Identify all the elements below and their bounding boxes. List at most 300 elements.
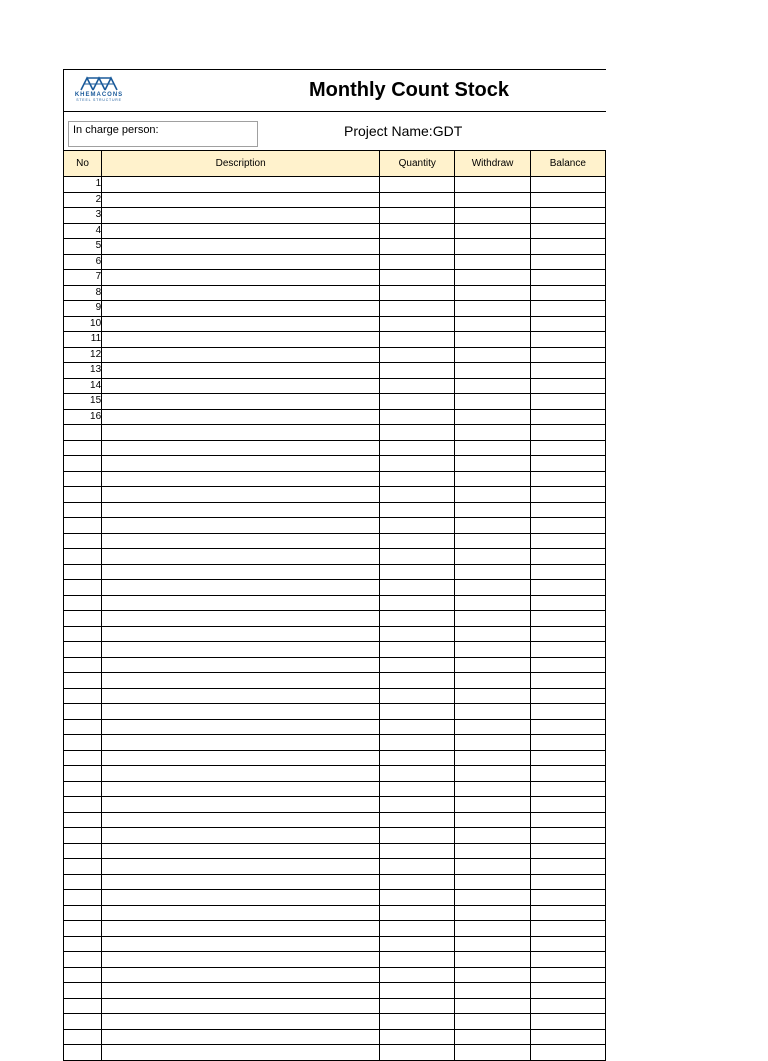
- cell-withdraw[interactable]: [455, 983, 530, 999]
- cell-no: [64, 456, 102, 472]
- cell-balance[interactable]: [530, 223, 605, 239]
- cell-withdraw[interactable]: [455, 626, 530, 642]
- table-row: [64, 704, 606, 720]
- cell-balance[interactable]: [530, 518, 605, 534]
- table-row: [64, 719, 606, 735]
- table-row: [64, 828, 606, 844]
- cell-description[interactable]: [102, 936, 380, 952]
- cell-quantity[interactable]: [380, 1014, 455, 1030]
- cell-no: [64, 425, 102, 441]
- cell-quantity[interactable]: [380, 409, 455, 425]
- cell-balance[interactable]: [530, 595, 605, 611]
- table-row: [64, 874, 606, 890]
- cell-withdraw[interactable]: [455, 425, 530, 441]
- cell-description[interactable]: [102, 781, 380, 797]
- cell-balance[interactable]: [530, 750, 605, 766]
- cell-description[interactable]: [102, 750, 380, 766]
- cell-quantity[interactable]: [380, 704, 455, 720]
- cell-quantity[interactable]: [380, 626, 455, 642]
- cell-description[interactable]: [102, 378, 380, 394]
- cell-withdraw[interactable]: [455, 797, 530, 813]
- cell-balance[interactable]: [530, 363, 605, 379]
- cell-description[interactable]: [102, 642, 380, 658]
- sheet-info-row: [63, 112, 606, 150]
- cell-description[interactable]: [102, 440, 380, 456]
- cell-withdraw[interactable]: [455, 316, 530, 332]
- cell-quantity[interactable]: [380, 1029, 455, 1045]
- cell-balance[interactable]: [530, 998, 605, 1014]
- cell-withdraw[interactable]: [455, 580, 530, 596]
- cell-balance[interactable]: [530, 719, 605, 735]
- cell-quantity[interactable]: [380, 208, 455, 224]
- table-row: [64, 781, 606, 797]
- cell-quantity[interactable]: [380, 874, 455, 890]
- cell-balance[interactable]: [530, 1045, 605, 1061]
- cell-description[interactable]: [102, 394, 380, 410]
- cell-balance[interactable]: [530, 456, 605, 472]
- cell-no: [64, 440, 102, 456]
- cell-no: [64, 750, 102, 766]
- cell-balance[interactable]: [530, 642, 605, 658]
- table-row: [64, 673, 606, 689]
- cell-withdraw[interactable]: [455, 533, 530, 549]
- cell-balance[interactable]: [530, 192, 605, 208]
- cell-withdraw[interactable]: [455, 378, 530, 394]
- cell-no: [64, 673, 102, 689]
- cell-withdraw[interactable]: [455, 719, 530, 735]
- cell-balance[interactable]: [530, 347, 605, 363]
- cell-quantity[interactable]: [380, 363, 455, 379]
- cell-withdraw[interactable]: [455, 657, 530, 673]
- cell-withdraw[interactable]: [455, 1014, 530, 1030]
- cell-description[interactable]: [102, 735, 380, 751]
- cell-balance[interactable]: [530, 549, 605, 565]
- cell-description[interactable]: [102, 967, 380, 983]
- table-row: [64, 688, 606, 704]
- cell-balance[interactable]: [530, 239, 605, 255]
- in-charge-person-field[interactable]: In charge person:: [68, 121, 258, 147]
- cell-description[interactable]: [102, 363, 380, 379]
- cell-description[interactable]: [102, 890, 380, 906]
- cell-balance[interactable]: [530, 502, 605, 518]
- cell-balance[interactable]: [530, 564, 605, 580]
- cell-withdraw[interactable]: [455, 549, 530, 565]
- cell-description[interactable]: [102, 657, 380, 673]
- cell-withdraw[interactable]: [455, 208, 530, 224]
- cell-quantity[interactable]: [380, 270, 455, 286]
- cell-no: [64, 812, 102, 828]
- cell-withdraw[interactable]: [455, 611, 530, 627]
- table-row: [64, 363, 606, 379]
- cell-withdraw[interactable]: [455, 595, 530, 611]
- cell-withdraw[interactable]: [455, 192, 530, 208]
- cell-no: [64, 1029, 102, 1045]
- table-row: [64, 890, 606, 906]
- cell-balance[interactable]: [530, 1014, 605, 1030]
- cell-withdraw[interactable]: [455, 967, 530, 983]
- cell-quantity[interactable]: [380, 347, 455, 363]
- table-row: [64, 735, 606, 751]
- cell-balance[interactable]: [530, 580, 605, 596]
- table-row: [64, 378, 606, 394]
- column-header-balance: Balance: [530, 151, 605, 177]
- cell-balance[interactable]: [530, 983, 605, 999]
- cell-description[interactable]: [102, 704, 380, 720]
- cell-description[interactable]: [102, 843, 380, 859]
- cell-quantity[interactable]: [380, 177, 455, 193]
- cell-withdraw[interactable]: [455, 564, 530, 580]
- cell-no: [64, 719, 102, 735]
- cell-quantity[interactable]: [380, 192, 455, 208]
- table-row: [64, 750, 606, 766]
- cell-withdraw[interactable]: [455, 750, 530, 766]
- cell-withdraw[interactable]: [455, 704, 530, 720]
- cell-no: 16: [64, 409, 102, 425]
- cell-quantity[interactable]: [380, 533, 455, 549]
- table-row: [64, 192, 606, 208]
- cell-quantity[interactable]: [380, 332, 455, 348]
- cell-balance[interactable]: [530, 394, 605, 410]
- cell-quantity[interactable]: [380, 921, 455, 937]
- cell-withdraw[interactable]: [455, 223, 530, 239]
- cell-no: [64, 704, 102, 720]
- cell-description[interactable]: [102, 859, 380, 875]
- column-header-withdraw: Withdraw: [455, 151, 530, 177]
- table-row: [64, 316, 606, 332]
- cell-withdraw[interactable]: [455, 688, 530, 704]
- cell-balance[interactable]: [530, 781, 605, 797]
- table-row: [64, 549, 606, 565]
- column-header-quantity: Quantity: [380, 151, 455, 177]
- table-row: [64, 440, 606, 456]
- cell-withdraw[interactable]: [455, 487, 530, 503]
- table-row: [64, 394, 606, 410]
- cell-description[interactable]: [102, 812, 380, 828]
- cell-withdraw[interactable]: [455, 347, 530, 363]
- cell-description[interactable]: [102, 797, 380, 813]
- cell-withdraw[interactable]: [455, 1045, 530, 1061]
- cell-quantity[interactable]: [380, 688, 455, 704]
- cell-description[interactable]: [102, 998, 380, 1014]
- cell-description[interactable]: [102, 270, 380, 286]
- cell-quantity[interactable]: [380, 611, 455, 627]
- cell-no: 11: [64, 332, 102, 348]
- cell-withdraw[interactable]: [455, 394, 530, 410]
- cell-withdraw[interactable]: [455, 843, 530, 859]
- cell-withdraw[interactable]: [455, 332, 530, 348]
- cell-description[interactable]: [102, 456, 380, 472]
- cell-description[interactable]: [102, 549, 380, 565]
- cell-balance[interactable]: [530, 177, 605, 193]
- cell-quantity[interactable]: [380, 425, 455, 441]
- cell-description[interactable]: [102, 828, 380, 844]
- cell-withdraw[interactable]: [455, 905, 530, 921]
- cell-description[interactable]: [102, 177, 380, 193]
- cell-description[interactable]: [102, 487, 380, 503]
- cell-description[interactable]: [102, 409, 380, 425]
- cell-quantity[interactable]: [380, 471, 455, 487]
- cell-no: [64, 1045, 102, 1061]
- cell-description[interactable]: [102, 192, 380, 208]
- table-row: [64, 518, 606, 534]
- cell-description[interactable]: [102, 626, 380, 642]
- cell-withdraw[interactable]: [455, 828, 530, 844]
- cell-balance[interactable]: [530, 611, 605, 627]
- table-row: [64, 657, 606, 673]
- truss-logo-icon: [71, 75, 127, 91]
- cell-quantity[interactable]: [380, 440, 455, 456]
- table-row: [64, 766, 606, 782]
- cell-description[interactable]: [102, 1045, 380, 1061]
- cell-withdraw[interactable]: [455, 270, 530, 286]
- cell-balance[interactable]: [530, 316, 605, 332]
- cell-quantity[interactable]: [380, 316, 455, 332]
- cell-quantity[interactable]: [380, 673, 455, 689]
- cell-description[interactable]: [102, 921, 380, 937]
- cell-description[interactable]: [102, 766, 380, 782]
- cell-balance[interactable]: [530, 890, 605, 906]
- cell-withdraw[interactable]: [455, 890, 530, 906]
- cell-balance[interactable]: [530, 409, 605, 425]
- cell-withdraw[interactable]: [455, 254, 530, 270]
- cell-balance[interactable]: [530, 843, 605, 859]
- cell-quantity[interactable]: [380, 223, 455, 239]
- cell-balance[interactable]: [530, 735, 605, 751]
- cell-quantity[interactable]: [380, 518, 455, 534]
- cell-balance[interactable]: [530, 657, 605, 673]
- cell-balance[interactable]: [530, 874, 605, 890]
- table-row: [64, 642, 606, 658]
- table-row: [64, 239, 606, 255]
- cell-description[interactable]: [102, 719, 380, 735]
- cell-quantity[interactable]: [380, 750, 455, 766]
- table-row: [64, 1045, 606, 1061]
- cell-quantity[interactable]: [380, 828, 455, 844]
- cell-withdraw[interactable]: [455, 239, 530, 255]
- cell-no: [64, 549, 102, 565]
- cell-balance[interactable]: [530, 208, 605, 224]
- cell-quantity[interactable]: [380, 812, 455, 828]
- cell-quantity[interactable]: [380, 549, 455, 565]
- cell-withdraw[interactable]: [455, 1029, 530, 1045]
- cell-balance[interactable]: [530, 797, 605, 813]
- cell-balance[interactable]: [530, 425, 605, 441]
- cell-quantity[interactable]: [380, 580, 455, 596]
- cell-withdraw[interactable]: [455, 952, 530, 968]
- cell-balance[interactable]: [530, 859, 605, 875]
- cell-quantity[interactable]: [380, 843, 455, 859]
- cell-balance[interactable]: [530, 1029, 605, 1045]
- table-row: [64, 177, 606, 193]
- cell-withdraw[interactable]: [455, 409, 530, 425]
- cell-withdraw[interactable]: [455, 177, 530, 193]
- cell-withdraw[interactable]: [455, 456, 530, 472]
- cell-description[interactable]: [102, 518, 380, 534]
- cell-no: 2: [64, 192, 102, 208]
- cell-description[interactable]: [102, 874, 380, 890]
- cell-balance[interactable]: [530, 766, 605, 782]
- cell-balance[interactable]: [530, 812, 605, 828]
- table-row: [64, 843, 606, 859]
- cell-quantity[interactable]: [380, 890, 455, 906]
- cell-balance[interactable]: [530, 285, 605, 301]
- cell-quantity[interactable]: [380, 983, 455, 999]
- cell-quantity[interactable]: [380, 642, 455, 658]
- cell-withdraw[interactable]: [455, 301, 530, 317]
- cell-no: 3: [64, 208, 102, 224]
- cell-quantity[interactable]: [380, 239, 455, 255]
- cell-balance[interactable]: [530, 704, 605, 720]
- cell-balance[interactable]: [530, 626, 605, 642]
- cell-description[interactable]: [102, 983, 380, 999]
- cell-balance[interactable]: [530, 254, 605, 270]
- cell-no: [64, 1014, 102, 1030]
- cell-quantity[interactable]: [380, 781, 455, 797]
- cell-description[interactable]: [102, 905, 380, 921]
- cell-description[interactable]: [102, 611, 380, 627]
- cell-no: [64, 905, 102, 921]
- cell-quantity[interactable]: [380, 487, 455, 503]
- cell-description[interactable]: [102, 332, 380, 348]
- cell-quantity[interactable]: [380, 1045, 455, 1061]
- cell-balance[interactable]: [530, 828, 605, 844]
- cell-quantity[interactable]: [380, 859, 455, 875]
- cell-quantity[interactable]: [380, 502, 455, 518]
- cell-description[interactable]: [102, 502, 380, 518]
- cell-withdraw[interactable]: [455, 781, 530, 797]
- cell-description[interactable]: [102, 580, 380, 596]
- cell-balance[interactable]: [530, 487, 605, 503]
- cell-balance[interactable]: [530, 967, 605, 983]
- cell-description[interactable]: [102, 688, 380, 704]
- cell-withdraw[interactable]: [455, 859, 530, 875]
- cell-description[interactable]: [102, 1014, 380, 1030]
- cell-balance[interactable]: [530, 905, 605, 921]
- cell-withdraw[interactable]: [455, 673, 530, 689]
- cell-no: [64, 766, 102, 782]
- cell-description[interactable]: [102, 595, 380, 611]
- cell-balance[interactable]: [530, 921, 605, 937]
- table-row: [64, 254, 606, 270]
- cell-quantity[interactable]: [380, 766, 455, 782]
- table-row: [64, 595, 606, 611]
- cell-withdraw[interactable]: [455, 874, 530, 890]
- cell-description[interactable]: [102, 316, 380, 332]
- cell-no: [64, 921, 102, 937]
- cell-no: [64, 564, 102, 580]
- cell-quantity[interactable]: [380, 378, 455, 394]
- cell-quantity[interactable]: [380, 998, 455, 1014]
- cell-balance[interactable]: [530, 533, 605, 549]
- cell-balance[interactable]: [530, 332, 605, 348]
- cell-balance[interactable]: [530, 936, 605, 952]
- cell-withdraw[interactable]: [455, 766, 530, 782]
- cell-withdraw[interactable]: [455, 936, 530, 952]
- cell-balance[interactable]: [530, 378, 605, 394]
- cell-no: 13: [64, 363, 102, 379]
- table-row: [64, 502, 606, 518]
- cell-description[interactable]: [102, 239, 380, 255]
- cell-description[interactable]: [102, 301, 380, 317]
- cell-withdraw[interactable]: [455, 998, 530, 1014]
- cell-quantity[interactable]: [380, 285, 455, 301]
- cell-quantity[interactable]: [380, 735, 455, 751]
- cell-withdraw[interactable]: [455, 921, 530, 937]
- project-name: Project Name:GDT: [344, 123, 463, 139]
- cell-quantity[interactable]: [380, 936, 455, 952]
- cell-description[interactable]: [102, 254, 380, 270]
- cell-description[interactable]: [102, 1029, 380, 1045]
- cell-quantity[interactable]: [380, 595, 455, 611]
- table-row: [64, 812, 606, 828]
- cell-no: [64, 487, 102, 503]
- cell-quantity[interactable]: [380, 394, 455, 410]
- cell-quantity[interactable]: [380, 456, 455, 472]
- cell-quantity[interactable]: [380, 952, 455, 968]
- cell-no: 15: [64, 394, 102, 410]
- cell-balance[interactable]: [530, 471, 605, 487]
- cell-description[interactable]: [102, 208, 380, 224]
- table-row: [64, 487, 606, 503]
- cell-withdraw[interactable]: [455, 642, 530, 658]
- cell-no: [64, 595, 102, 611]
- cell-balance[interactable]: [530, 270, 605, 286]
- cell-no: [64, 874, 102, 890]
- cell-no: [64, 533, 102, 549]
- cell-withdraw[interactable]: [455, 735, 530, 751]
- cell-withdraw[interactable]: [455, 812, 530, 828]
- table-row: [64, 936, 606, 952]
- cell-withdraw[interactable]: [455, 502, 530, 518]
- cell-no: 5: [64, 239, 102, 255]
- cell-description[interactable]: [102, 285, 380, 301]
- cell-balance[interactable]: [530, 301, 605, 317]
- cell-withdraw[interactable]: [455, 363, 530, 379]
- cell-quantity[interactable]: [380, 719, 455, 735]
- cell-withdraw[interactable]: [455, 471, 530, 487]
- cell-quantity[interactable]: [380, 301, 455, 317]
- table-row: [64, 409, 606, 425]
- cell-balance[interactable]: [530, 688, 605, 704]
- cell-no: 10: [64, 316, 102, 332]
- cell-balance[interactable]: [530, 952, 605, 968]
- cell-quantity[interactable]: [380, 657, 455, 673]
- cell-description[interactable]: [102, 533, 380, 549]
- table-row: [64, 425, 606, 441]
- cell-withdraw[interactable]: [455, 285, 530, 301]
- cell-description[interactable]: [102, 347, 380, 363]
- cell-description[interactable]: [102, 425, 380, 441]
- cell-quantity[interactable]: [380, 905, 455, 921]
- cell-balance[interactable]: [530, 673, 605, 689]
- cell-description[interactable]: [102, 952, 380, 968]
- cell-balance[interactable]: [530, 440, 605, 456]
- cell-withdraw[interactable]: [455, 440, 530, 456]
- cell-quantity[interactable]: [380, 967, 455, 983]
- cell-description[interactable]: [102, 564, 380, 580]
- cell-description[interactable]: [102, 673, 380, 689]
- cell-no: 8: [64, 285, 102, 301]
- cell-quantity[interactable]: [380, 254, 455, 270]
- cell-description[interactable]: [102, 223, 380, 239]
- table-row: [64, 471, 606, 487]
- cell-description[interactable]: [102, 471, 380, 487]
- cell-quantity[interactable]: [380, 797, 455, 813]
- cell-withdraw[interactable]: [455, 518, 530, 534]
- cell-quantity[interactable]: [380, 564, 455, 580]
- table-row: [64, 533, 606, 549]
- cell-no: [64, 626, 102, 642]
